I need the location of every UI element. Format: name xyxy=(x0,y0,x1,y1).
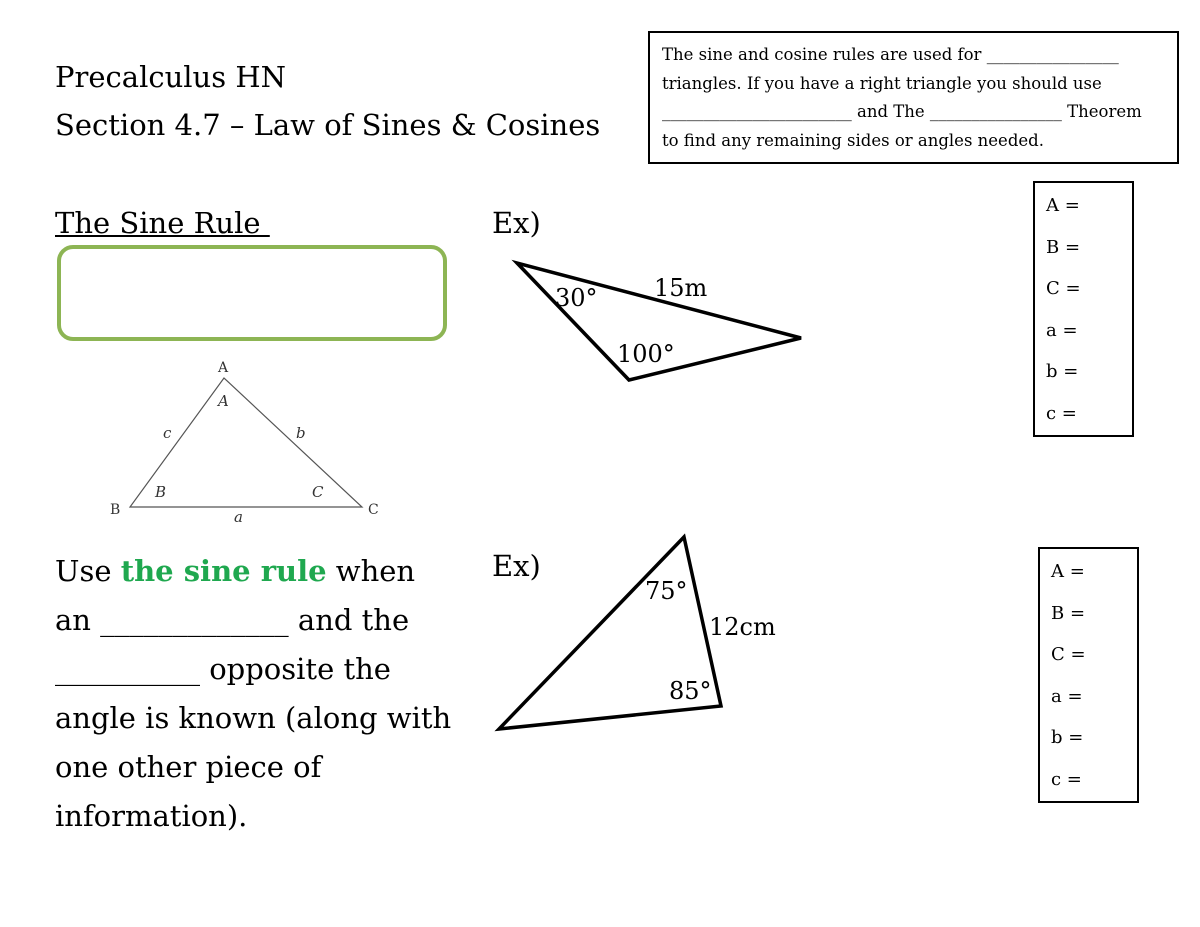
example1-side-15m: 15m xyxy=(654,274,708,302)
vertex-C-label: C xyxy=(368,502,379,518)
example1-angle-30: 30° xyxy=(555,284,598,312)
side-b-label: b xyxy=(296,424,306,442)
example2-answer-A: A = xyxy=(1051,561,1085,582)
course-title: Precalculus HN xyxy=(55,60,286,94)
example1-angle-100: 100° xyxy=(617,340,675,368)
side-a-label: a xyxy=(234,508,243,526)
note-line-1: The sine and cosine rules are used for ________________ xyxy=(662,45,1119,64)
example1-answer-b: b = xyxy=(1046,361,1079,383)
example2-label: Ex) xyxy=(492,549,541,583)
usage-highlight: the sine rule xyxy=(120,554,327,588)
example2-answer-b: b = xyxy=(1051,727,1084,749)
note-line-2: triangles. If you have a right triangle you should use xyxy=(662,73,1102,93)
usage-text-before: Use xyxy=(55,554,121,588)
example2-angle-85: 85° xyxy=(669,677,712,705)
example1-answer-A: A = xyxy=(1046,195,1080,216)
reference-triangle xyxy=(110,360,379,526)
example2-answer-a: a = xyxy=(1051,685,1083,707)
vertex-B-label: B xyxy=(110,502,121,518)
side-c-label: c xyxy=(163,424,172,442)
section-title: Section 4.7 – Law of Sines & Cosines xyxy=(55,108,601,142)
example1-answer-a: a = xyxy=(1046,319,1078,341)
example1-answer-B: B = xyxy=(1046,236,1081,258)
example2-answer-B: B = xyxy=(1051,602,1086,624)
example1-answer-c: c = xyxy=(1046,402,1077,424)
note-line-4: to find any remaining sides or angles needed. xyxy=(662,130,1044,150)
example1-answer-C: C = xyxy=(1046,278,1081,300)
example1-triangle xyxy=(517,263,801,380)
angle-A-label: A xyxy=(218,392,229,410)
example2-answer-C: C = xyxy=(1051,644,1086,666)
note-line-3: _______________________ and The ________________ Theorem xyxy=(662,102,1142,121)
sine-rule-heading: The Sine Rule xyxy=(55,206,270,240)
usage-text-after: when an _____________ and the __________ opposite the angle is known (along with one other piece of information). xyxy=(55,554,452,833)
example2-side-12cm: 12cm xyxy=(709,613,776,641)
example2-answer-box xyxy=(1038,547,1139,803)
vertex-A-label: A xyxy=(218,360,229,376)
example2-angle-75: 75° xyxy=(645,577,688,605)
sine-rule-usage xyxy=(55,547,455,841)
example2-answer-c: c = xyxy=(1051,768,1082,790)
example1-answer-box xyxy=(1033,181,1134,437)
angle-B-label: B xyxy=(155,483,167,501)
angle-C-label: C xyxy=(312,483,324,501)
example1-label: Ex) xyxy=(492,206,541,240)
